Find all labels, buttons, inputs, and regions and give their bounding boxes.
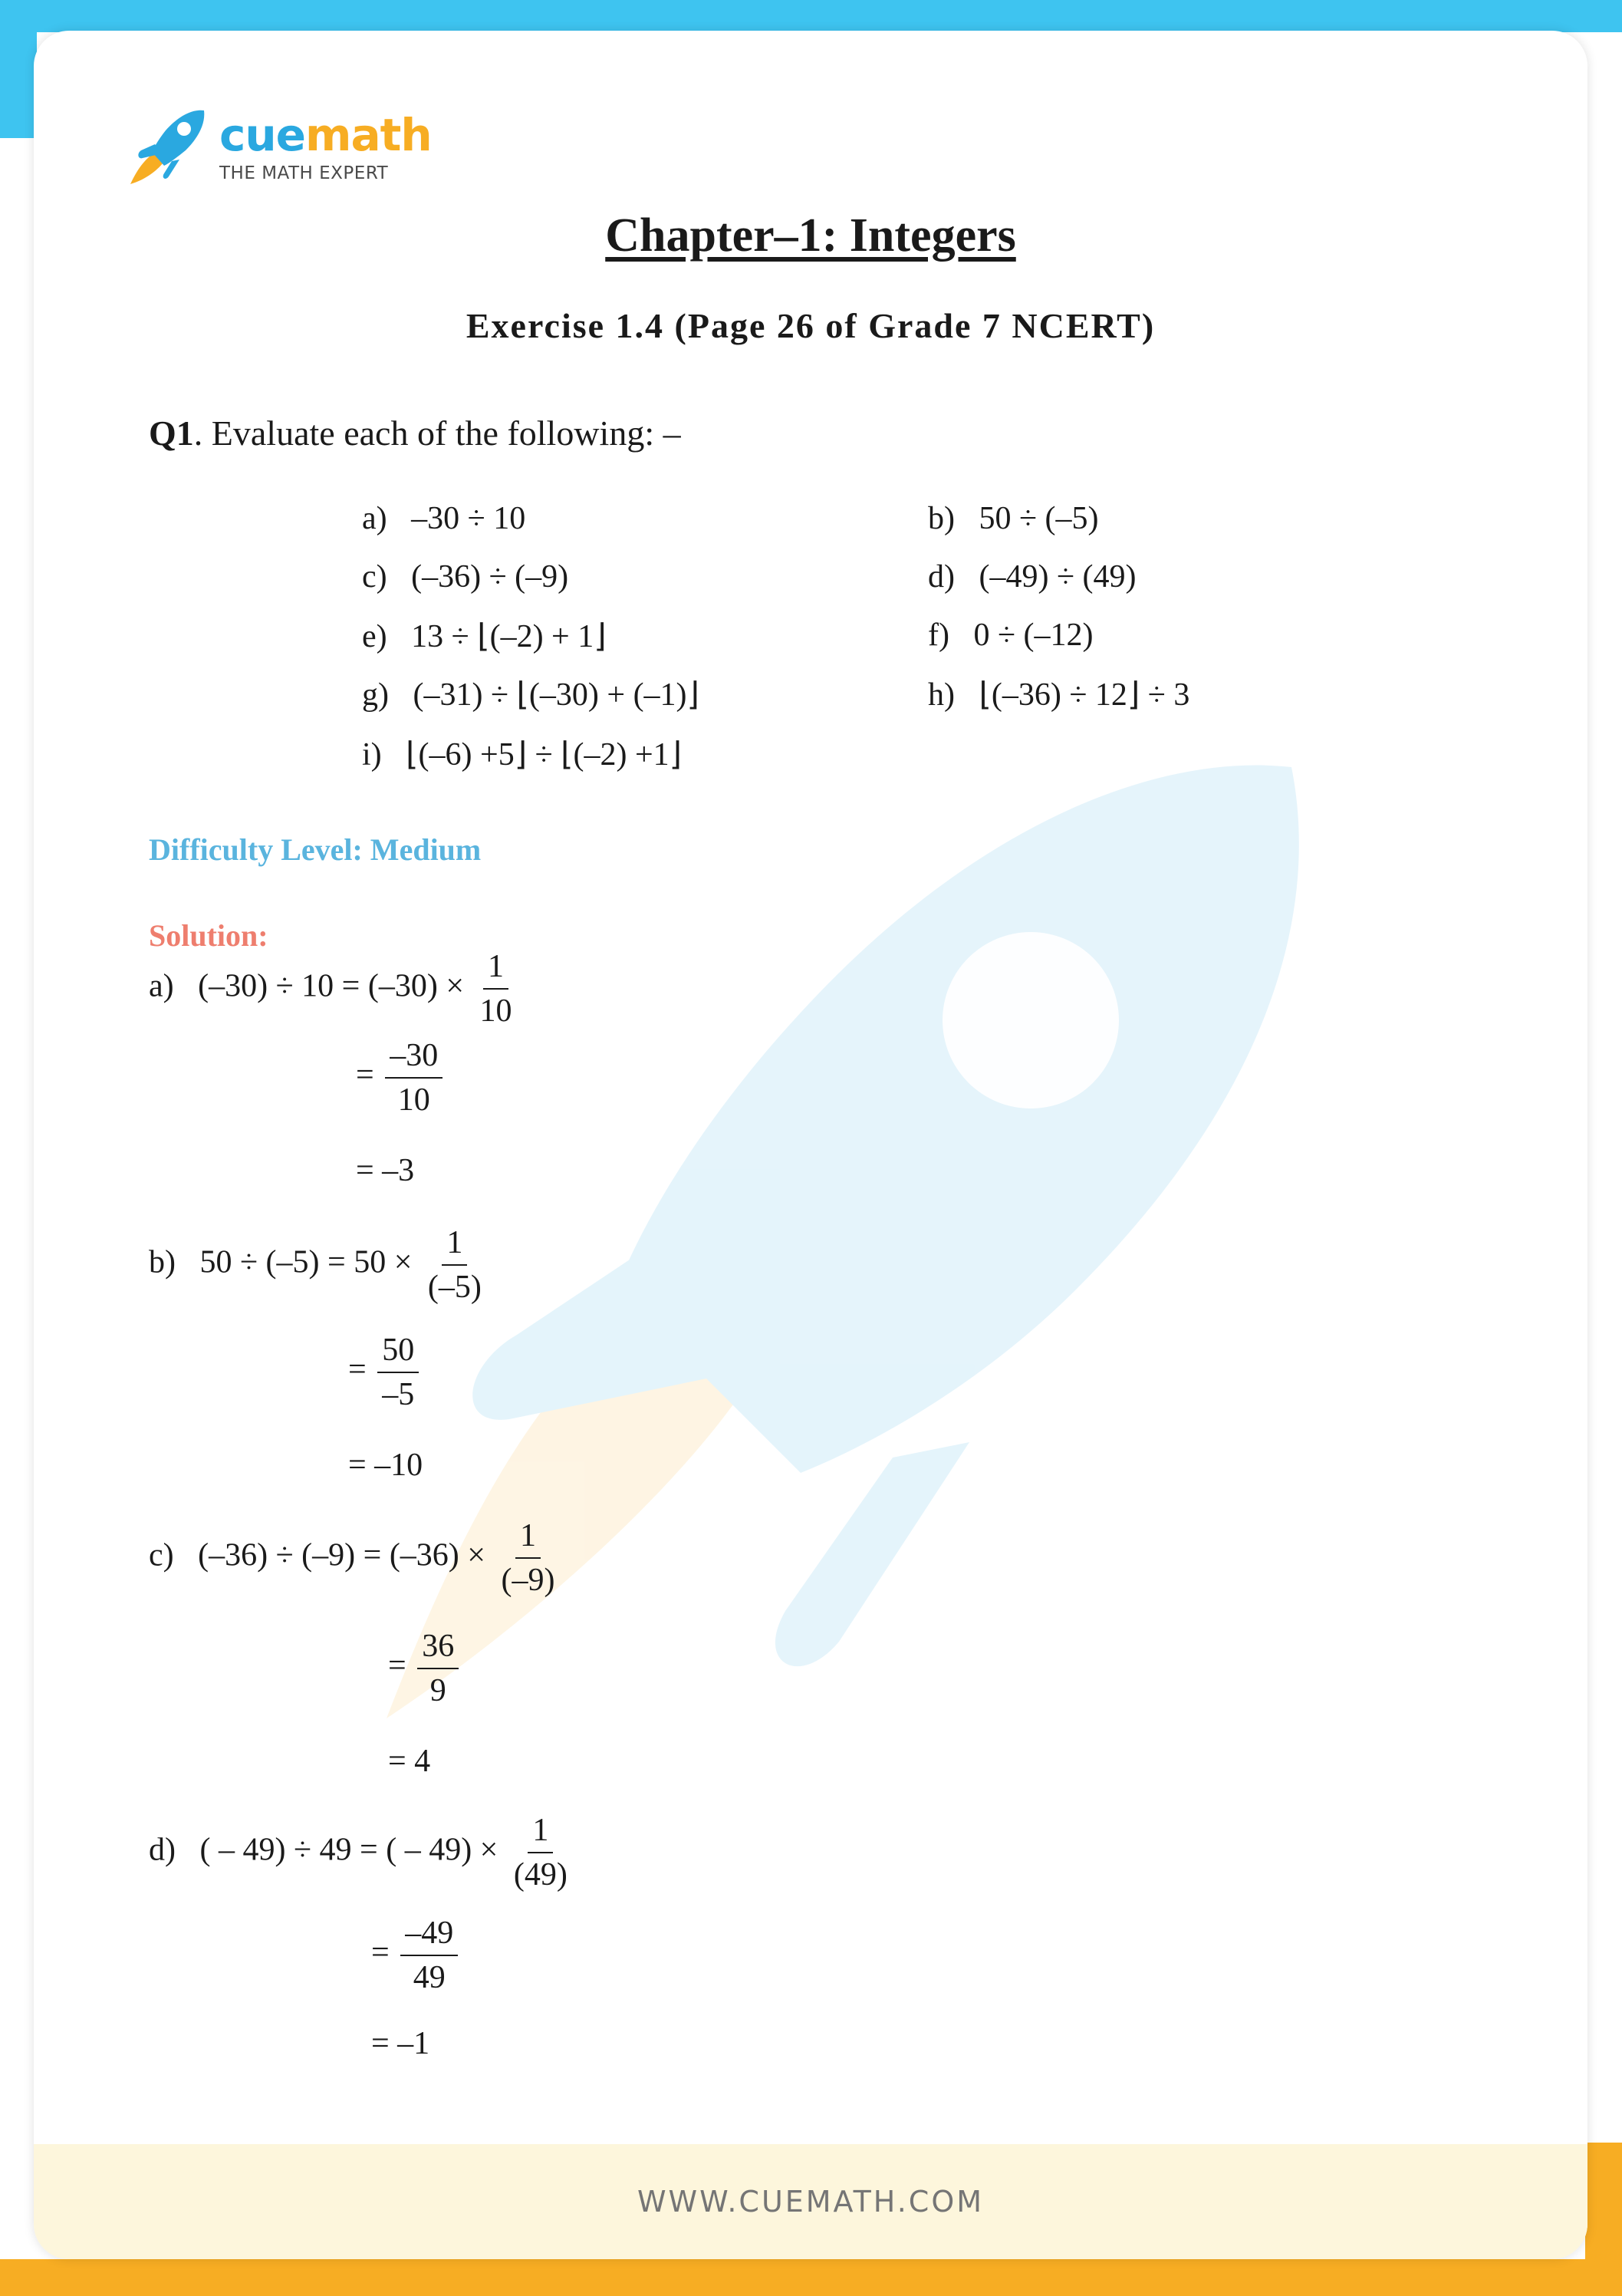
part-label: f) [928, 618, 949, 653]
fraction [400, 1915, 458, 1996]
fraction-denominator: 10 [397, 1082, 430, 1118]
solution-b-line2 [348, 1332, 422, 1413]
part-b [928, 500, 1099, 537]
question-line [149, 413, 681, 453]
page-title: Chapter–1: Integers [605, 209, 1016, 262]
solution-c-line1 [149, 1517, 562, 1599]
fraction-numerator: 1 [528, 1812, 553, 1853]
fraction-numerator: 50 [377, 1332, 419, 1373]
solution-expression: (–30) ÷ 10 = (–30) × [198, 968, 465, 1004]
part-a [362, 500, 525, 537]
page-card [34, 31, 1587, 2259]
solution-label-d: d) [149, 1832, 176, 1868]
logo-tagline: THE MATH EXPERT [219, 163, 389, 183]
solution-b-result: = –10 [348, 1448, 423, 1483]
equals-sign: = [348, 1352, 367, 1388]
fraction-numerator: –30 [385, 1037, 443, 1079]
part-label: g) [362, 677, 389, 713]
part-expression: 0 ÷ (–12) [973, 618, 1094, 653]
equals-sign: = [388, 1648, 406, 1684]
fraction [509, 1812, 572, 1893]
solution-a-line2 [356, 1037, 446, 1118]
solution-b-line1 [149, 1224, 489, 1306]
part-label: a) [362, 501, 387, 536]
part-d [928, 558, 1137, 595]
solution-a-result: = –3 [356, 1153, 415, 1188]
part-label: c) [362, 559, 387, 595]
equals-sign: = [356, 1057, 374, 1093]
footer-website-link[interactable]: WWW.CUEMATH.COM [637, 2185, 985, 2219]
right-accent-bar [1585, 2143, 1622, 2296]
solution-label: Solution: [149, 918, 268, 953]
solution-label-a: a) [149, 968, 174, 1004]
difficulty-level: Difficulty Level: Medium [149, 832, 482, 867]
part-expression: ⌊(–6) +5⌋ ÷ ⌊(–2) +1⌋ [406, 737, 683, 772]
fraction-denominator: (–5) [427, 1270, 482, 1305]
fraction-numerator: –49 [400, 1915, 458, 1956]
part-label: b) [928, 501, 955, 536]
fraction [423, 1224, 486, 1306]
part-label: d) [928, 559, 955, 595]
fraction [377, 1332, 419, 1413]
solution-d-line2 [371, 1915, 461, 1996]
rocket-logo-icon [124, 106, 209, 190]
part-expression: 50 ÷ (–5) [979, 501, 1099, 536]
fraction-denominator: (–9) [501, 1563, 555, 1598]
solution-a-line1 [149, 948, 520, 1029]
part-expression: 13 ÷ ⌊(–2) + 1⌋ [411, 619, 607, 654]
solution-expression: (–36) ÷ (–9) = (–36) × [198, 1537, 485, 1573]
fraction-denominator: 9 [429, 1673, 446, 1708]
logo-cue: cue [219, 109, 306, 161]
fraction-denominator: 49 [413, 1960, 446, 1995]
footer [34, 2144, 1587, 2259]
part-label: i) [362, 737, 382, 772]
fraction-denominator: –5 [382, 1377, 415, 1412]
fraction-denominator: (49) [513, 1857, 568, 1892]
fraction-numerator: 36 [417, 1628, 459, 1669]
solution-label-b: b) [149, 1244, 176, 1280]
equals-sign: = [371, 1935, 390, 1971]
part-expression: –30 ÷ 10 [411, 501, 526, 536]
solution-c-result: = 4 [388, 1744, 431, 1779]
fraction [475, 948, 517, 1029]
part-i [362, 735, 682, 773]
left-accent-bar [0, 0, 37, 138]
part-h [928, 675, 1189, 713]
part-expression: (–49) ÷ (49) [979, 559, 1137, 595]
exercise-subtitle: Exercise 1.4 (Page 26 of Grade 7 NCERT) [466, 306, 1156, 345]
part-c [362, 558, 568, 595]
solution-label-c: c) [149, 1537, 174, 1573]
fraction [496, 1517, 559, 1599]
part-f [928, 617, 1094, 654]
solution-c-line2 [388, 1628, 462, 1709]
solution-d-line1 [149, 1812, 575, 1893]
question-text: . Evaluate each of the following: – [193, 413, 681, 453]
top-accent-bar [0, 0, 1622, 32]
question-label: Q1 [149, 413, 194, 453]
part-e [362, 617, 607, 655]
solution-d-result: = –1 [371, 2026, 430, 2061]
part-label: h) [928, 677, 955, 713]
part-expression: (–36) ÷ (–9) [411, 559, 569, 595]
fraction-numerator: 1 [483, 948, 508, 990]
fraction [417, 1628, 459, 1709]
part-label: e) [362, 619, 387, 654]
solution-expression: ( – 49) ÷ 49 = ( – 49) × [199, 1832, 498, 1868]
part-expression: (–31) ÷ ⌊(–30) + (–1)⌋ [413, 677, 699, 713]
solution-expression: 50 ÷ (–5) = 50 × [199, 1244, 413, 1280]
fraction-numerator: 1 [442, 1224, 467, 1266]
fraction [385, 1037, 443, 1118]
logo-math: math [305, 109, 432, 161]
fraction-denominator: 10 [479, 993, 512, 1029]
fraction-numerator: 1 [515, 1517, 541, 1559]
cuemath-logo [124, 106, 432, 190]
part-expression: ⌊(–36) ÷ 12⌋ ÷ 3 [979, 677, 1190, 713]
part-g [362, 675, 699, 713]
bottom-accent-bar [0, 2259, 1622, 2296]
